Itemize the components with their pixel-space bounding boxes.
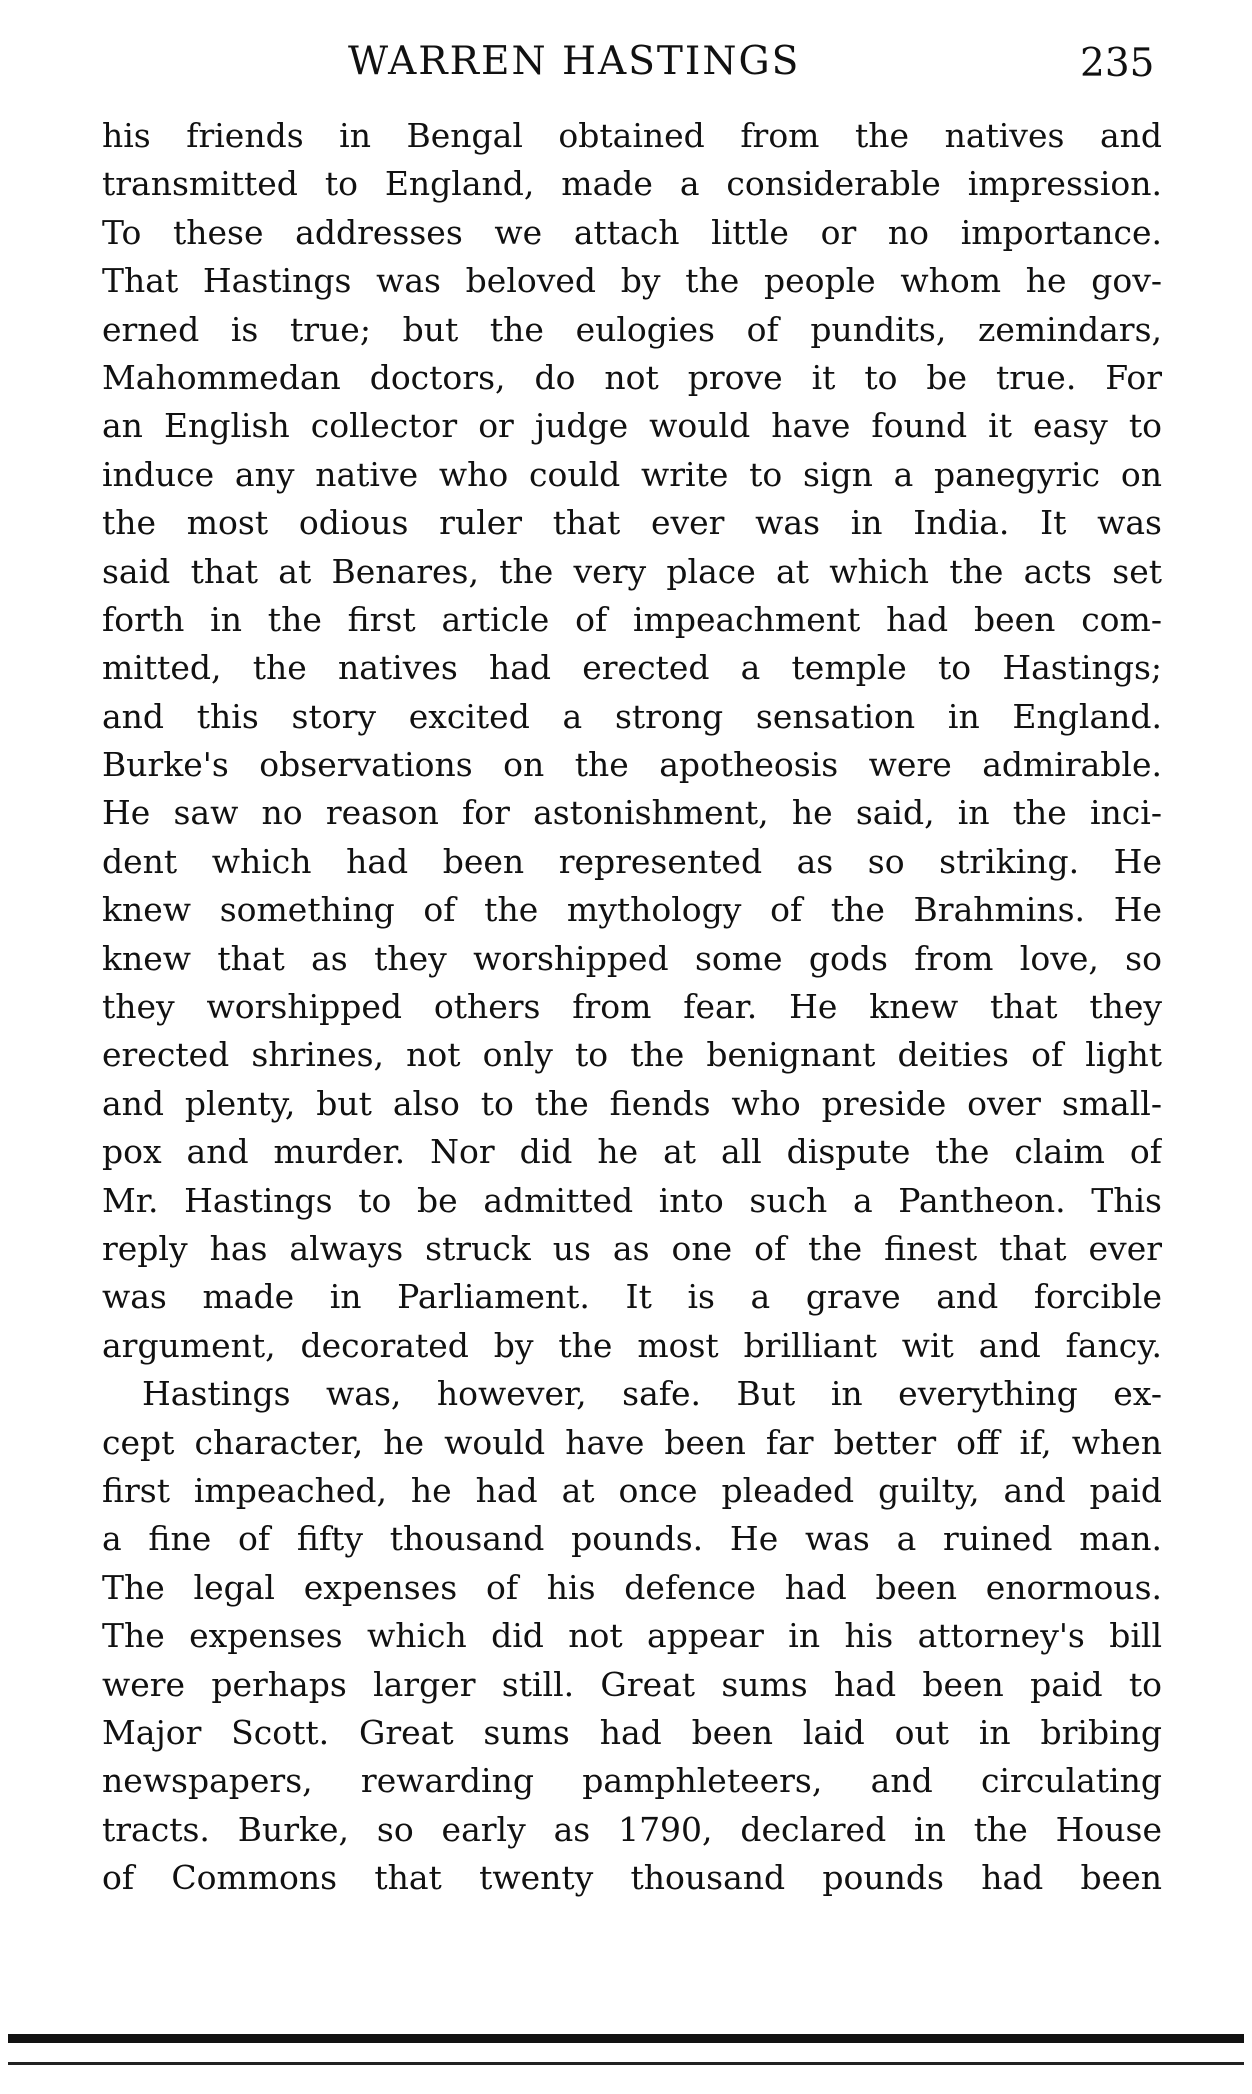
- text-line: said that at Benares, the very place at which the acts set: [102, 551, 1162, 591]
- text-line: forth in the first article of impeachment had been com-: [102, 599, 1162, 639]
- text-line: knew that as they worshipped some gods from love, so: [102, 938, 1162, 978]
- text-line: transmitted to England, made a considerable impression.: [102, 164, 1162, 204]
- text-line: Burke's observations on the apotheosis were admirable.: [102, 745, 1162, 785]
- text-line: reply has always struck us as one of the finest that ever: [102, 1228, 1162, 1268]
- text-line: erned is true; but the eulogies of pundits, zemindars,: [102, 309, 1162, 349]
- bottom-rule: [8, 2034, 1244, 2043]
- text-line: a fine of fifty thousand pounds. He was a ruined man.: [102, 1519, 1162, 1559]
- text-line: mitted, the natives had erected a temple to Hastings;: [102, 648, 1162, 688]
- text-line: Mr. Hastings to be admitted into such a Pantheon. This: [102, 1180, 1162, 1220]
- bottom-rule-thin: [8, 2062, 1244, 2065]
- text-line: pox and murder. Nor did he at all dispute the claim of: [102, 1132, 1162, 1172]
- text-line: and plenty, but also to the fiends who preside over small-: [102, 1083, 1162, 1123]
- text-line: cept character, he would have been far better off if, when: [102, 1422, 1162, 1462]
- text-line: He saw no reason for astonishment, he said, in the inci-: [102, 793, 1162, 833]
- text-line: tracts. Burke, so early as 1790, declared in the House: [102, 1809, 1162, 1849]
- text-line: The expenses which did not appear in his attorney's bill: [102, 1616, 1162, 1656]
- text-line: Mahommedan doctors, do not prove it to be true. For: [102, 357, 1162, 397]
- text-line: erected shrines, not only to the benignant deities of light: [102, 1035, 1162, 1075]
- text-line: an English collector or judge would have found it easy to: [102, 406, 1162, 446]
- text-line: induce any native who could write to sign a panegyric on: [102, 454, 1162, 494]
- running-title: WARREN HASTINGS: [348, 39, 801, 84]
- body-text: [102, 112, 1162, 1902]
- text-line: were perhaps larger still. Great sums had been paid to: [102, 1664, 1162, 1704]
- text-line: was made in Parliament. It is a grave and forcible: [102, 1277, 1162, 1317]
- text-line: To these addresses we attach little or no importance.: [102, 212, 1162, 252]
- text-line: of Commons that twenty thousand pounds had been: [102, 1858, 1162, 1898]
- text-line: dent which had been represented as so striking. He: [102, 841, 1162, 881]
- text-line: Major Scott. Great sums had been laid out in bribing: [102, 1712, 1162, 1752]
- page-number: 235: [1080, 41, 1155, 86]
- running-head: [0, 34, 1252, 94]
- text-line: argument, decorated by the most brilliant wit and fancy.: [102, 1325, 1162, 1365]
- text-line: they worshipped others from fear. He knew that they: [102, 987, 1162, 1027]
- text-line: and this story excited a strong sensation in England.: [102, 696, 1162, 736]
- text-line: first impeached, he had at once pleaded guilty, and paid: [102, 1470, 1162, 1510]
- text-line: That Hastings was beloved by the people whom he gov-: [102, 261, 1162, 301]
- text-line: his friends in Bengal obtained from the natives and: [102, 116, 1162, 155]
- text-line: the most odious ruler that ever was in India. It was: [102, 503, 1162, 543]
- paragraph-start-line: Hastings was, however, safe. But in everything ex-: [142, 1374, 1162, 1414]
- text-line: newspapers, rewarding pamphleteers, and circulating: [102, 1761, 1162, 1801]
- text-line: knew something of the mythology of the Brahmins. He: [102, 890, 1162, 930]
- text-line: The legal expenses of his defence had been enormous.: [102, 1567, 1162, 1607]
